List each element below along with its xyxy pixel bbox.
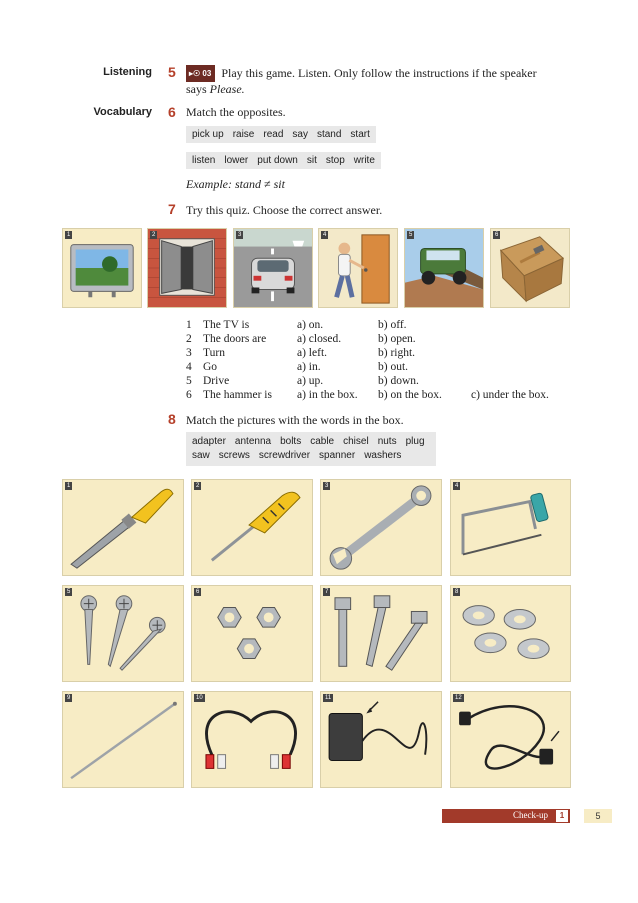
quiz-option-b[interactable]: b) right. (378, 347, 416, 359)
page-number: 5 (584, 809, 612, 823)
man-door-icon (319, 229, 397, 307)
word: stand (316, 129, 342, 140)
word: adapter (192, 436, 226, 447)
word: saw (192, 450, 210, 461)
tool-picture-saw (450, 479, 571, 576)
picture-number: 4 (455, 483, 459, 489)
box-hammer-icon (491, 229, 569, 307)
tool-picture-cable (191, 691, 313, 788)
word: antenna (234, 436, 272, 447)
spanner-icon (321, 480, 441, 575)
quiz-picture-tv (62, 228, 142, 308)
word: screwdriver (258, 450, 311, 461)
screwdriver-icon (192, 480, 312, 575)
quiz-picture-hammer-box (490, 228, 570, 308)
word: write (353, 155, 375, 166)
bolts-icon (321, 586, 441, 681)
quiz-picture-door-man (318, 228, 398, 308)
tool-picture-screwdriver (191, 479, 313, 576)
washers-icon (451, 586, 570, 681)
tool-picture-nuts (191, 585, 313, 682)
antenna-icon (63, 692, 183, 787)
word: raise (232, 129, 255, 140)
picture-number: 5 (409, 232, 413, 238)
quiz-number: 3 (186, 347, 192, 359)
adapter-icon (321, 692, 441, 787)
quiz-option-c[interactable]: c) under the box. (471, 389, 549, 401)
saw-icon (451, 480, 570, 575)
quiz-option-a[interactable]: a) up. (297, 375, 324, 387)
quiz-option-a[interactable]: a) left. (297, 347, 328, 359)
plug-icon (451, 692, 570, 787)
quiz-question: Turn (203, 347, 225, 359)
word: washers (364, 450, 402, 461)
picture-number: 2 (152, 232, 156, 238)
quiz-option-a[interactable]: a) closed. (297, 333, 342, 345)
screws-icon (63, 586, 183, 681)
quiz-question: Go (203, 361, 218, 373)
footer-label: Check-up (513, 810, 548, 820)
word: bolts (280, 436, 302, 447)
word: nuts (377, 436, 397, 447)
footer-checkup-bar (442, 809, 570, 823)
opposites-word-box-1 (186, 126, 376, 143)
exercise-6-example: Example: stand ≠ sit (186, 177, 285, 191)
exercise-5-please: Please. (209, 82, 245, 96)
chisel-icon (63, 480, 183, 575)
word-box-row-2 (192, 449, 430, 463)
word: listen (192, 155, 216, 166)
word: plug (405, 436, 425, 447)
tool-picture-washers (450, 585, 571, 682)
word: pick up (192, 129, 224, 140)
tool-picture-adapter (320, 691, 442, 788)
section-label-vocabulary: Vocabulary (93, 106, 152, 118)
picture-number: 1 (67, 483, 71, 489)
word: stop (325, 155, 345, 166)
quiz-question: Drive (203, 375, 230, 387)
picture-number: 10 (196, 695, 203, 701)
word: sit (306, 155, 317, 166)
exercise-5-number: 5 (168, 64, 176, 80)
tool-picture-screws (62, 585, 184, 682)
exercise-5-text-2: says (186, 82, 207, 96)
tool-picture-bolts (320, 585, 442, 682)
quiz-option-b[interactable]: b) open. (378, 333, 416, 345)
tool-picture-antenna (62, 691, 184, 788)
word: say (292, 129, 308, 140)
footer-unit-number: 1 (556, 810, 568, 822)
word: read (263, 129, 284, 140)
picture-number: 6 (196, 589, 200, 595)
exercise-6-instruction: Match the opposites. (186, 105, 286, 119)
section-label-listening: Listening (103, 66, 152, 78)
tool-picture-spanner (320, 479, 442, 576)
tv-icon (63, 229, 141, 307)
word: cable (310, 436, 335, 447)
car-icon (234, 229, 312, 307)
quiz-question: The doors are (203, 333, 267, 345)
word: lower (224, 155, 249, 166)
picture-number: 5 (67, 589, 71, 595)
picture-number: 7 (325, 589, 329, 595)
exercise-5-instruction (186, 65, 566, 97)
quiz-option-b[interactable]: b) on the box. (378, 389, 442, 401)
quiz-number: 5 (186, 375, 192, 387)
word: start (350, 129, 370, 140)
picture-number: 4 (323, 232, 327, 238)
picture-number: 8 (455, 589, 459, 595)
quiz-picture-doors (147, 228, 227, 308)
word: spanner (319, 450, 356, 461)
exercise-7-instruction: Try this quiz. Choose the correct answer. (186, 203, 383, 217)
exercise-8-instruction: Match the pictures with the words in the box. (186, 413, 404, 427)
picture-number: 9 (67, 695, 71, 701)
picture-number: 6 (495, 232, 499, 238)
tools-word-box (186, 432, 436, 466)
quiz-number: 4 (186, 361, 192, 373)
doors-icon (148, 229, 226, 307)
quiz-option-b[interactable]: b) out. (378, 361, 409, 373)
cable-icon (192, 692, 312, 787)
word-box-row-1 (192, 435, 430, 449)
word: put down (257, 155, 298, 166)
word: screws (218, 450, 250, 461)
quiz-option-a[interactable]: a) in. (297, 361, 321, 373)
cd-track-badge[interactable]: ▸☉ 03 (186, 65, 215, 82)
quiz-question: The hammer is (203, 389, 272, 401)
word: chisel (343, 436, 369, 447)
picture-number: 3 (325, 483, 329, 489)
quiz-option-b[interactable]: b) off. (378, 319, 407, 331)
nuts-icon (192, 586, 312, 681)
exercise-5-text: Play this game. Listen. Only follow the instructions if the speaker (221, 66, 537, 80)
exercise-7-number: 7 (168, 201, 176, 217)
quiz-option-b[interactable]: b) down. (378, 375, 419, 387)
quiz-picture-jeep (404, 228, 484, 308)
quiz-number: 6 (186, 389, 192, 401)
jeep-icon (405, 229, 483, 307)
exercise-6-number: 6 (168, 104, 176, 120)
tool-picture-chisel (62, 479, 184, 576)
quiz-number: 1 (186, 319, 192, 331)
cd-track-number: 03 (202, 69, 212, 78)
picture-number: 11 (325, 695, 332, 701)
opposites-word-box-2 (186, 152, 381, 169)
quiz-option-a[interactable]: a) in the box. (297, 389, 358, 401)
quiz-number: 2 (186, 333, 192, 345)
quiz-question: The TV is (203, 319, 250, 331)
picture-number: 12 (455, 695, 462, 701)
picture-number: 1 (67, 232, 71, 238)
exercise-8-number: 8 (168, 411, 176, 427)
tool-picture-plug (450, 691, 571, 788)
quiz-option-a[interactable]: a) on. (297, 319, 324, 331)
quiz-picture-car-turn (233, 228, 313, 308)
picture-number: 2 (196, 483, 200, 489)
picture-number: 3 (238, 232, 242, 238)
